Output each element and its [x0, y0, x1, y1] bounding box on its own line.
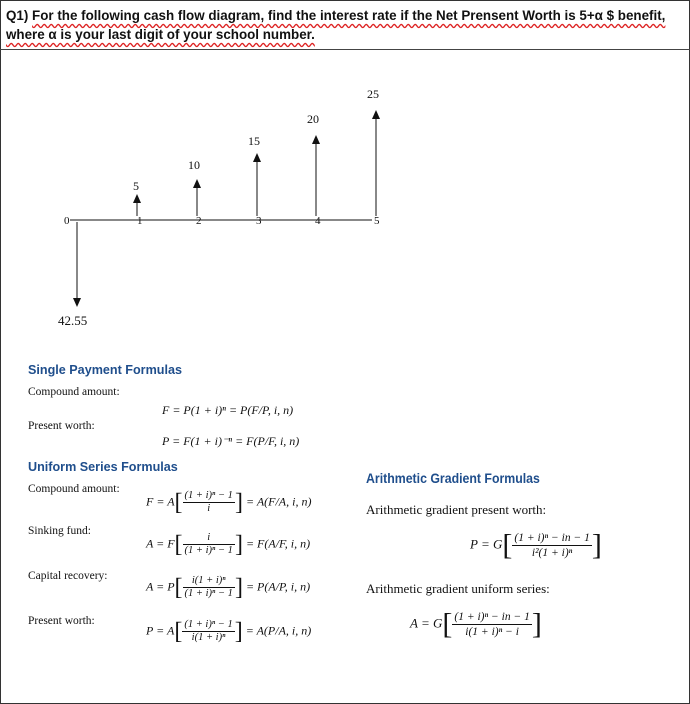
ag-uniform-label: Arithmetic gradient uniform series: [366, 581, 550, 596]
question-text [6, 6, 684, 44]
period-2: 2 [196, 215, 202, 227]
inflow-arrow-2 [188, 158, 201, 216]
us-compound-formula: F = A[ $\frac{\text{(1 + i)ⁿ − 1}}{i}$ ] = A(F/A, i, n) [146, 489, 312, 516]
us-present-label: Present worth: [28, 615, 95, 627]
period-5: 5 [374, 215, 380, 227]
inflow-value-2: 10 [188, 158, 200, 172]
us-sinking-formula: A = F[ $\frac{i}{\text{(1 + i)ⁿ − 1}}$ ] = F(A/F, i, n) [146, 531, 311, 558]
ag-uniform-formula: A = G[ $\frac{\text{(1 + i)ⁿ − in − 1}}{\text{i(1 + i)ⁿ − i}}$ ] [410, 607, 542, 641]
period-4: 4 [315, 215, 321, 227]
ag-present-lhs: P = G [470, 536, 503, 552]
us-capital-label: Capital recovery: [28, 570, 108, 582]
inflow-arrow-5 [367, 87, 380, 216]
us-sinking-lhs: A = F [146, 536, 175, 551]
period-1: 1 [137, 215, 143, 227]
sp-compound-label: Compound amount: [28, 386, 120, 398]
period-0: 0 [64, 215, 70, 227]
us-capital-num: i(1 + i)ⁿ [183, 575, 235, 588]
us-capital-formula: A = P[ $\frac{\text{i(1 + i)ⁿ}}{\text{(1 + i)ⁿ − 1}}$ ] = P(A/P, i, n) [146, 574, 311, 601]
question-prefix: Q1) [6, 8, 33, 23]
single-payment-heading: Single Payment Formulas [28, 363, 182, 377]
us-compound-num: (1 + i)ⁿ − 1 [184, 490, 233, 501]
sp-compound-formula: F = P(1 + i)ⁿ = P(F/P, i, n) [162, 403, 294, 417]
us-compound-den: i [207, 503, 211, 514]
ag-present-label: Arithmetic gradient present worth: [366, 502, 547, 517]
us-present-num: (1 + i)ⁿ − 1 [184, 619, 233, 630]
inflow-arrow-1 [133, 179, 141, 216]
us-sinking-den: (1 + i)ⁿ − 1 [184, 545, 233, 556]
ag-uniform-lhs: A = G [410, 615, 443, 631]
us-sinking-label: Sinking fund: [28, 525, 91, 537]
outflow-value: 42.55 [58, 313, 88, 328]
inflow-value-4: 20 [307, 112, 319, 126]
period-3: 3 [256, 215, 262, 227]
us-present-formula: P = A[ $\frac{\text{(1 + i)ⁿ − 1}}{\text{i(1 + i)ⁿ}}$ ] = A(P/A, i, n) [146, 618, 312, 645]
question-line-2: where α is your last digit of your school number. [6, 27, 315, 42]
us-capital-rhs: = P(A/P, i, n) [245, 579, 311, 594]
ag-present-den: i²(1 + i)ⁿ [531, 547, 573, 559]
cash-flow-diagram [0, 50, 690, 350]
us-present-den: i(1 + i)ⁿ [191, 632, 226, 643]
uniform-series-heading: Uniform Series Formulas [28, 460, 178, 474]
us-capital-lhs: A = P [146, 579, 175, 594]
inflow-arrow-4 [307, 112, 320, 216]
sp-present-label: Present worth: [28, 420, 95, 432]
question-line-1: For the following cash flow diagram, find the interest rate if the Net Prensent Worth is 5+α $ benefit, [32, 8, 666, 23]
us-compound-lhs: F = A [146, 494, 175, 509]
us-sinking-num: i [183, 532, 235, 545]
us-present-rhs: = A(P/A, i, n) [245, 623, 312, 638]
outflow-arrowhead [73, 298, 81, 307]
us-sinking-rhs: = F(A/F, i, n) [245, 536, 311, 551]
inflow-value-1: 5 [133, 179, 139, 193]
ag-present-num: (1 + i)ⁿ − in − 1 [514, 532, 590, 544]
us-compound-label: Compound amount: [28, 483, 120, 495]
us-present-lhs: P = A [146, 623, 175, 638]
arithmetic-gradient-heading: Arithmetic Gradient Formulas [366, 470, 540, 486]
us-compound-rhs: = A(F/A, i, n) [245, 494, 312, 509]
ag-present-formula: P = G[ $\frac{\text{(1 + i)ⁿ − in − 1}}{\text{i²(1 + i)ⁿ}}$ ] [470, 528, 602, 562]
inflow-value-5: 25 [367, 87, 379, 101]
inflow-arrow-3 [248, 134, 261, 216]
inflow-value-3: 15 [248, 134, 260, 148]
ag-uniform-den: i(1 + i)ⁿ − i [465, 626, 519, 638]
sp-present-formula: P = F(1 + i)⁻ⁿ = F(P/F, i, n) [162, 434, 300, 448]
us-capital-den: (1 + i)ⁿ − 1 [184, 588, 233, 599]
ag-uniform-num: (1 + i)ⁿ − in − 1 [454, 611, 530, 623]
